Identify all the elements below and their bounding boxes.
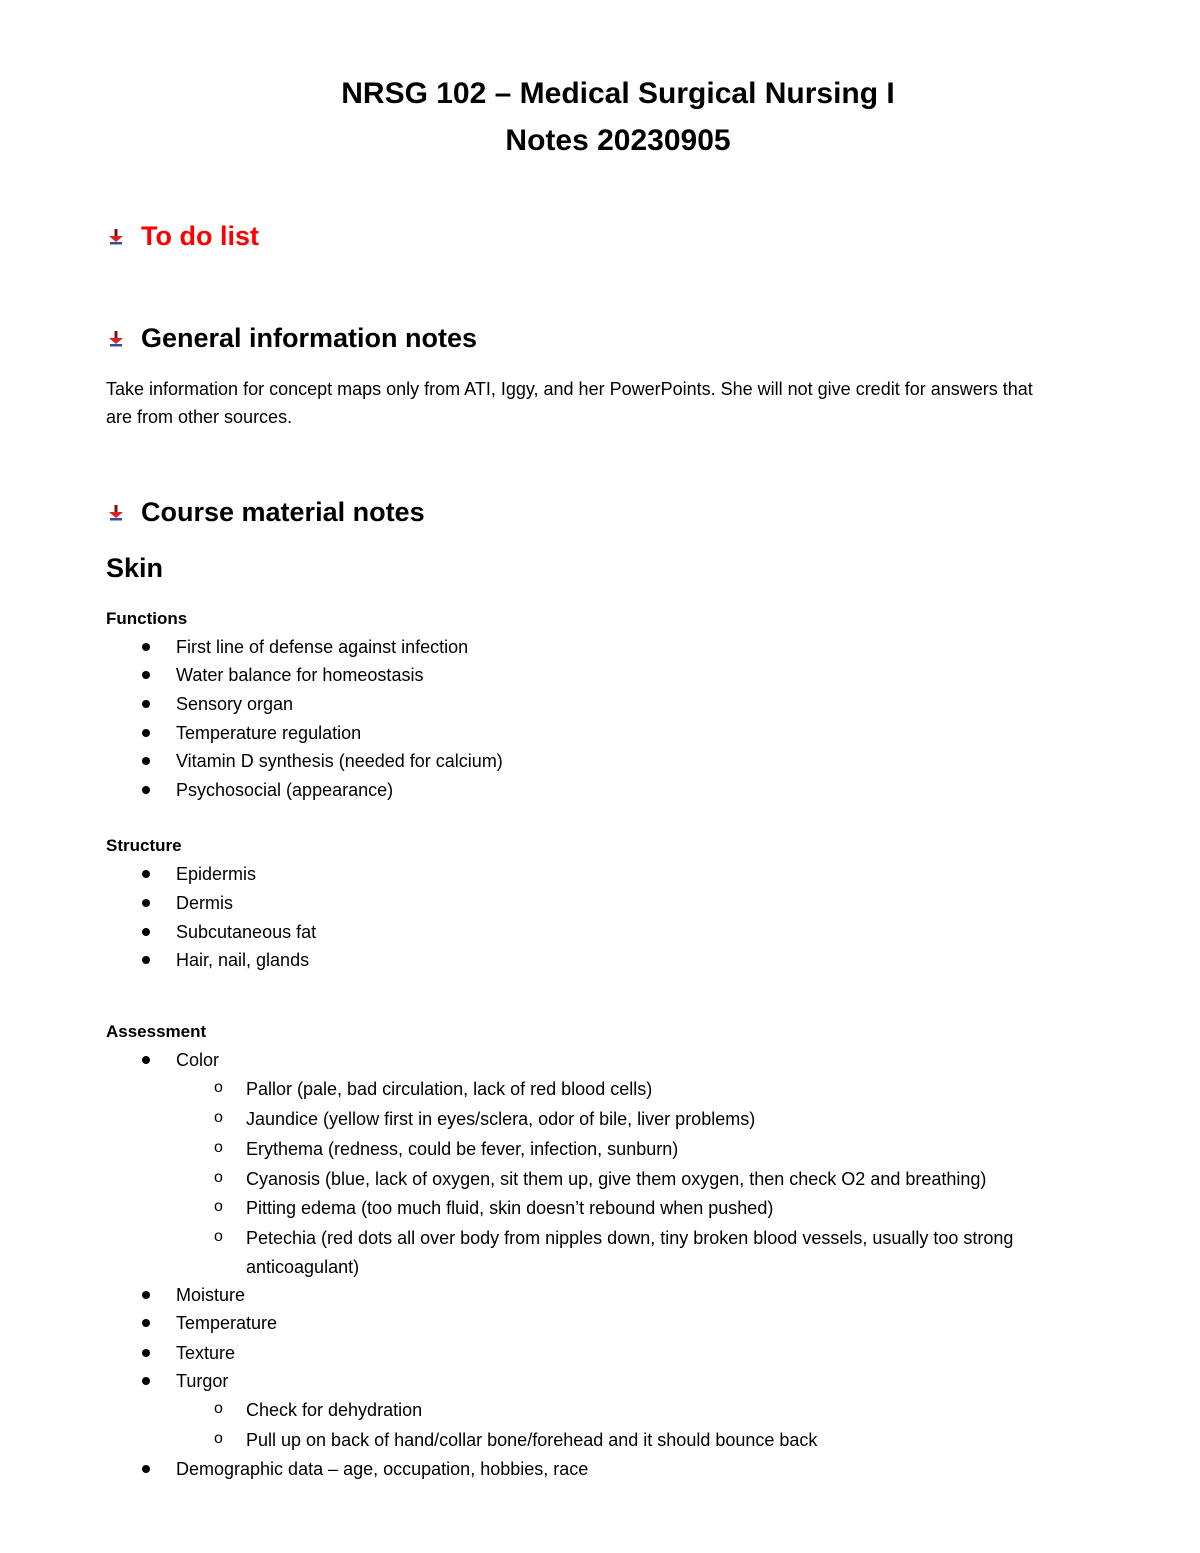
todo-heading: To do list xyxy=(141,221,259,251)
list-item: Water balance for homeostasis xyxy=(176,665,424,685)
bullet-icon xyxy=(142,870,150,878)
list-item: Temperature regulation xyxy=(176,723,362,743)
bullet-icon xyxy=(142,1465,150,1473)
general-info-paragraph-line1: Take information for concept maps only from ATI, Iggy, and her PowerPoints. She will not give credit for answers that xyxy=(106,379,1033,399)
sub-list-item: Cyanosis (blue, lack of oxygen, sit them up, give them oxygen, then check O2 and breathing) xyxy=(246,1169,987,1189)
bullet-icon xyxy=(142,786,150,794)
bullet-icon xyxy=(142,1056,150,1064)
bullet-icon xyxy=(142,671,150,679)
sub-bullet-icon: o xyxy=(214,1169,223,1186)
sub-list-item: Erythema (redness, could be fever, infection, sunburn) xyxy=(246,1139,679,1159)
list-item-moisture: Moisture xyxy=(176,1285,246,1305)
list-item: Psychosocial (appearance) xyxy=(176,780,394,800)
bullet-icon xyxy=(142,928,150,936)
general-info-heading: General information notes xyxy=(141,323,478,353)
sub-list-item: Check for dehydration xyxy=(246,1400,423,1420)
bullet-icon xyxy=(142,1349,150,1357)
list-item: Subcutaneous fat xyxy=(176,922,317,942)
bullet-icon xyxy=(142,757,150,765)
skin-heading: Skin xyxy=(106,553,164,583)
list-item-color: Color xyxy=(176,1050,220,1070)
bullet-icon xyxy=(142,1319,150,1327)
assessment-heading: Assessment xyxy=(106,1022,207,1041)
list-item-temperature: Temperature xyxy=(176,1313,278,1333)
list-item: Epidermis xyxy=(176,864,257,884)
list-item: Sensory organ xyxy=(176,694,294,714)
bullet-icon xyxy=(142,729,150,737)
sub-bullet-icon: o xyxy=(214,1198,223,1215)
bullet-icon xyxy=(142,956,150,964)
functions-heading: Functions xyxy=(106,609,188,628)
sub-list-item-continuation: anticoagulant) xyxy=(246,1257,360,1277)
sub-bullet-icon: o xyxy=(214,1109,223,1126)
sub-bullet-icon: o xyxy=(214,1430,223,1447)
bullet-icon xyxy=(142,1291,150,1299)
doc-title-line2: Notes 20230905 xyxy=(505,124,731,157)
general-info-paragraph-line2: are from other sources. xyxy=(106,407,293,427)
sub-list-item: Pallor (pale, bad circulation, lack of red blood cells) xyxy=(246,1079,653,1099)
list-item-texture: Texture xyxy=(176,1343,236,1363)
doc-title-line1: NRSG 102 – Medical Surgical Nursing I xyxy=(341,77,895,110)
sub-bullet-icon: o xyxy=(214,1139,223,1156)
bullet-icon xyxy=(142,899,150,907)
list-item: Hair, nail, glands xyxy=(176,950,310,970)
sub-bullet-icon: o xyxy=(214,1228,223,1245)
bullet-icon xyxy=(142,643,150,651)
arrow-down-icon xyxy=(108,330,124,348)
list-item: Vitamin D synthesis (needed for calcium) xyxy=(176,751,503,771)
sub-bullet-icon: o xyxy=(214,1079,223,1096)
list-item-demographic: Demographic data – age, occupation, hobbies, race xyxy=(176,1459,589,1479)
sub-list-item: Jaundice (yellow first in eyes/sclera, odor of bile, liver problems) xyxy=(246,1109,756,1129)
sub-list-item: Pull up on back of hand/collar bone/forehead and it should bounce back xyxy=(246,1430,818,1450)
list-item: Dermis xyxy=(176,893,233,913)
course-material-heading: Course material notes xyxy=(141,497,425,527)
list-item-turgor: Turgor xyxy=(176,1371,229,1391)
bullet-icon xyxy=(142,700,150,708)
arrow-down-icon xyxy=(108,228,124,246)
arrow-down-icon xyxy=(108,504,124,522)
sub-list-item: Pitting edema (too much fluid, skin doesn’t rebound when pushed) xyxy=(246,1198,774,1218)
sub-bullet-icon: o xyxy=(214,1400,223,1417)
structure-heading: Structure xyxy=(106,836,182,855)
list-item: First line of defense against infection xyxy=(176,637,469,657)
bullet-icon xyxy=(142,1377,150,1385)
sub-list-item: Petechia (red dots all over body from nipples down, tiny broken blood vessels, usually too strong xyxy=(246,1228,1014,1248)
